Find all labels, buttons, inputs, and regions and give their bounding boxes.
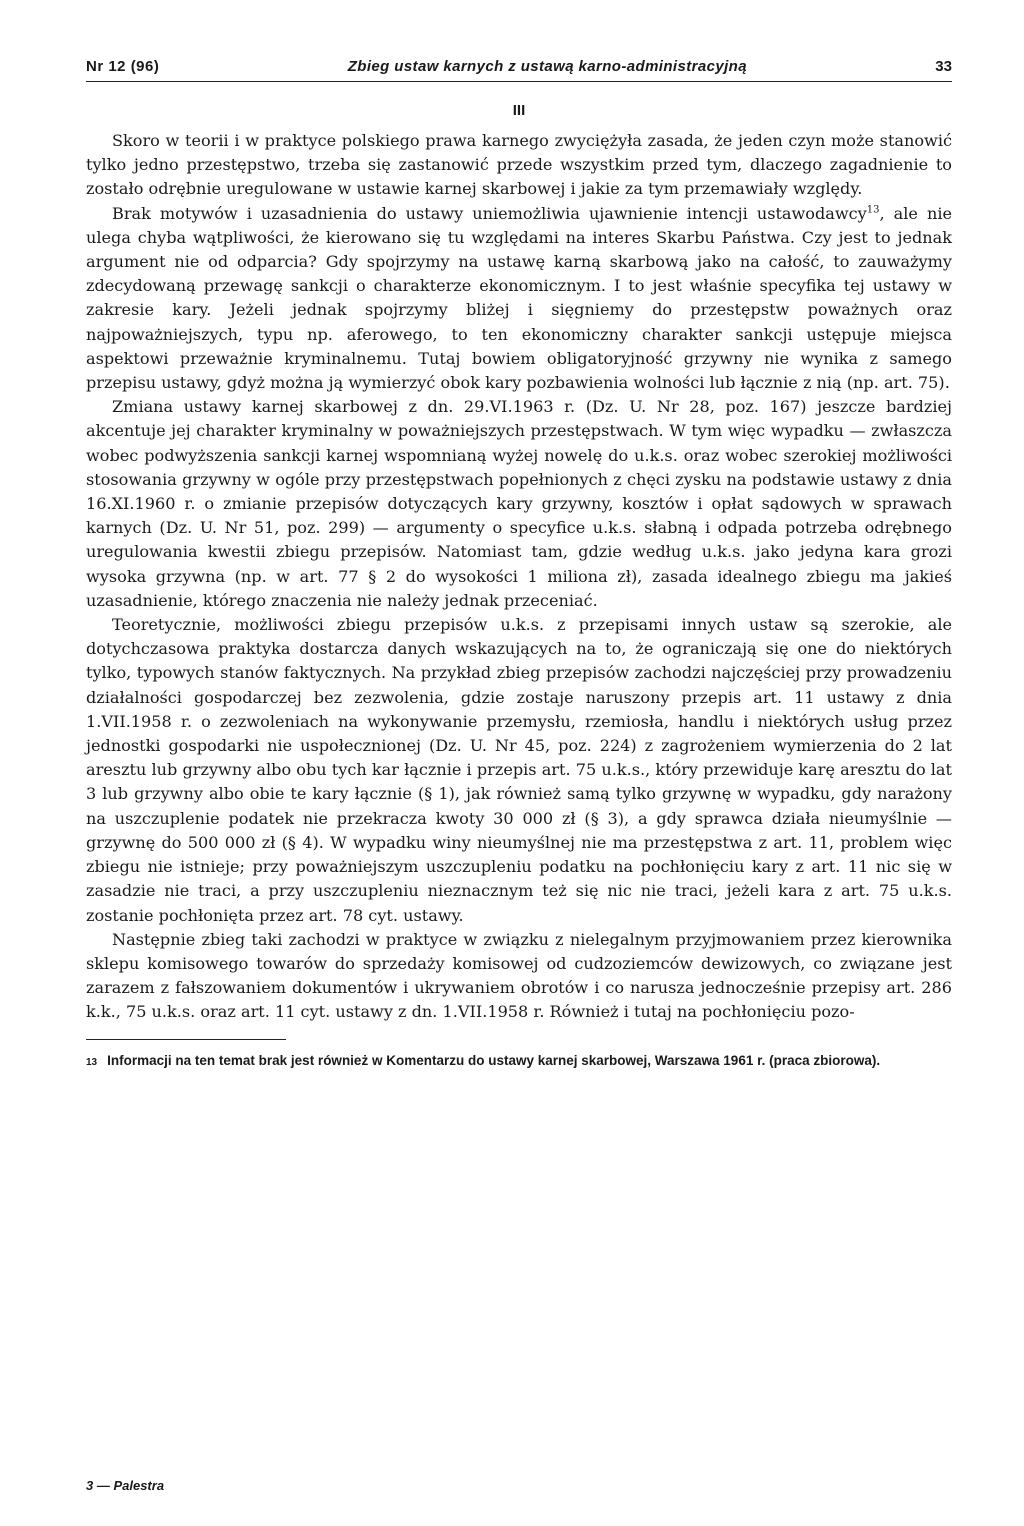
body-text — [86, 129, 952, 1025]
paragraph-text: Brak motywów i uzasadnienia do ustawy uniemożliwia ujawnienie intencji ustawodawcy — [112, 203, 867, 223]
paragraph: Zmiana ustawy karnej skarbowej z dn. 29.VI.1963 r. (Dz. U. Nr 28, poz. 167) jeszcze bardziej akcentuje jej charakter kryminalny w poważniejszych przestępstwach. W tym więc wypadku — zwłaszcza wobec podwyższenia sankcji karnej wspomnianą wyżej nowelę do u.k.s. oraz wobec szerokiej możliwości stosowania grzywny w ogóle przy przestępstwach popełnionych z chęci zysku na podstawie ustawy z dnia 16.XI.1960 r. o zmianie przepisów dotyczących kary grzywny, kosztów i opłat sądowych w sprawach karnych (Dz. U. Nr 51, poz. 299) — argumenty o specyfice u.k.s. słabną i odpada potrzeba odrębnego uregulowania kwestii zbiegu przepisów. Natomiast tam, gdzie według u.k.s. jako jedyna kara grozi wysoka grzywna (np. w art. 77 § 2 do wysokości 1 miliona zł), zasada idealnego zbiegu ma jakieś uzasadnienie, którego znaczenia nie należy jednak przeceniać. — [86, 397, 952, 610]
paragraph: Następnie zbieg taki zachodzi w praktyce w związku z nielegalnym przyjmowaniem przez kierownika sklepu komisowego towarów do sprzedaży komisowej od cudzoziemców dewizowych, co związane jest zarazem z fałszowaniem dokumentów i ukrywaniem obrotów i co narusza jednocześnie przepisy art. 286 k.k., 75 u.k.s. oraz art. 11 cyt. ustawy z dn. 1.VII.1958 r. Również i tutaj na pochłonięciu pozo- — [86, 929, 952, 1022]
footnote-text: Informacji na ten temat brak jest również w Komentarzu do ustawy karnej skarbowej, Warszawa 1961 r. (praca zbiorowa). — [107, 1052, 881, 1068]
footnote-divider — [86, 1039, 286, 1040]
running-header — [86, 58, 952, 82]
footnote-reference: 13 — [866, 204, 880, 216]
paragraph: Skoro w teorii i w praktyce polskiego prawa karnego zwyciężyła zasada, że jeden czyn może stanowić tylko jedno przestępstwo, trzeba się zastanowić przede wszystkim przed tym, dlaczego zagadnienie to zostało odrębnie uregulowane w ustawie karnej skarbowej i jakie za tym przemawiały względy. — [86, 131, 952, 199]
section-number: III — [512, 102, 526, 119]
footnote-number: 13 — [86, 1056, 98, 1068]
page-number: 33 — [935, 58, 952, 75]
issue-number: Nr 12 (96) — [86, 58, 160, 75]
printer-signature: 3 — Palestra — [86, 1478, 165, 1493]
paragraph — [86, 202, 952, 396]
page — [86, 58, 952, 1074]
paragraph-text: , ale nie ulega chyba wątpliwości, że kierowano się tu względami na interes Skarbu Państwa. Czy jest to jednak argument nie od odparcia? Gdy spojrzymy na ustawę karną skarbową jako na całość, to zauważymy zdecydowaną przewagę sankcji o charakterze ekonomicznym. I to jest właśnie specyfika tej ustawy w zakresie kary. Jeżeli jednak spojrzymy bliżej i sięgniemy do przestępstw poważnych oraz najpoważniejszych, typu np. aferowego, to ten ekonomiczny charakter sankcji ustępuje miejsca aspektowi przeważnie kryminalnemu. Tutaj bowiem obligatoryjność grzywny nie wynika z samego przepisu ustawy, gdyż można ją wymierzyć obok kary pozbawienia wolności lub łącznie z nią (np. art. 75). — [86, 203, 952, 393]
paragraph: Teoretycznie, możliwości zbiegu przepisów u.k.s. z przepisami innych ustaw są szerokie, ale dotychczasowa praktyka dostarcza danych wskazujących na to, że ograniczają się one do niektórych tylko, typowych stanów faktycznych. Na przykład zbieg przepisów zachodzi najczęściej przy prowadzeniu działalności gospodarczej bez zezwolenia, gdzie zostaje naruszony przepis art. 11 ustawy z dnia 1.VII.1958 r. o zezwoleniach na wykonywanie przemysłu, rzemiosła, handlu i niektórych usług przez jednostki gospodarki nie uspołecznionej (Dz. U. Nr 45, poz. 224) z zagrożeniem wymierzenia do 2 lat aresztu lub grzywny albo obu tych kar łącznie i przepis art. 75 u.k.s., który przewiduje karę aresztu do lat 3 lub grzywny albo obie te kary łącznie (§ 1), jak również samą tylko grzywnę w wypadku, gdy narażony na uszczuplenie podatek nie przekracza kwoty 30 000 zł (§ 3), a gdy sprawca działa nieumyślnie — grzywnę do 500 000 zł (§ 4). W wypadku winy nieumyślnej nie ma przestępstwa z art. 11, problem więc zbiegu nie istnieje; przy poważniejszym uszczupleniu podatku na pochłonięciu kary z art. 11 nic się w zasadzie nie traci, a przy uszczupleniu nieznacznym też się nic nie traci, jeżeli kara z art. 75 u.k.s. zostanie pochłonięta przez art. 78 cyt. ustawy. — [86, 615, 952, 925]
footnote — [86, 1050, 952, 1074]
running-title: Zbieg ustaw karnych z ustawą karno-administracyjną — [347, 58, 747, 75]
